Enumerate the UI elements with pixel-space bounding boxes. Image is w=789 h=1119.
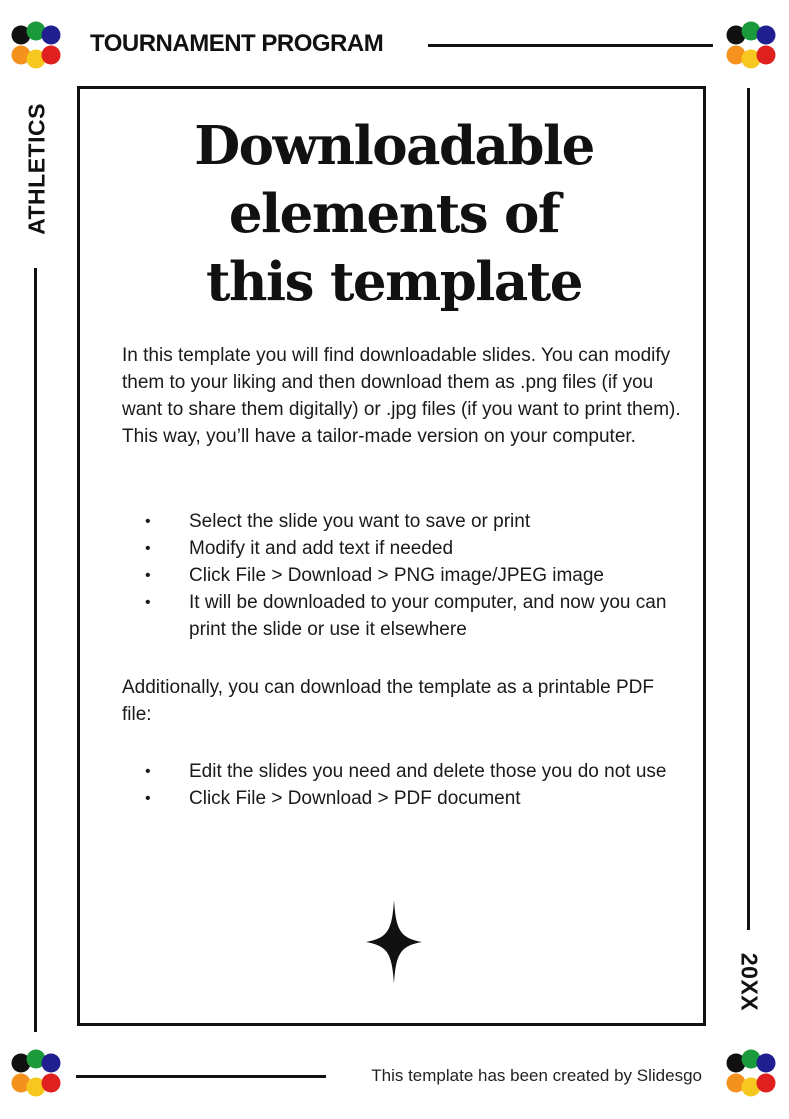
ring-dot xyxy=(42,46,61,65)
bullet-icon: • xyxy=(145,540,151,557)
side-label-left xyxy=(22,96,52,242)
side-label-athletics: ATHLETICS xyxy=(23,103,50,235)
intro-paragraph: In this template you will find downloadable slides. You can modify them to your liking and then download them as .png files (if you want to share them digitally) or .jpg files (if you want to print them). This way, you’ll have a tailor-made version on your computer. xyxy=(122,345,681,447)
steps-list xyxy=(122,508,682,643)
footer-divider xyxy=(76,1075,326,1078)
footer-credit: This template has been created by Slidesgo xyxy=(371,1066,702,1085)
list-item xyxy=(122,589,682,643)
list-item xyxy=(122,508,682,535)
side-label-year: 20XX xyxy=(736,952,763,1012)
list-item xyxy=(122,535,682,562)
pdf-steps-list xyxy=(122,758,682,812)
ring-dot xyxy=(42,1054,61,1073)
four-point-star-icon xyxy=(366,900,422,984)
left-divider xyxy=(34,268,37,1032)
olympic-rings-icon xyxy=(725,20,777,72)
list-item xyxy=(122,785,682,812)
ring-dot xyxy=(42,1074,61,1093)
list-item xyxy=(122,562,682,589)
list-item xyxy=(122,758,682,785)
bullet-icon: • xyxy=(145,790,151,807)
ring-dot xyxy=(42,26,61,45)
additional-paragraph: Additionally, you can download the template as a printable PDF file: xyxy=(122,677,654,725)
list-item-text: Click File > Download > PDF document xyxy=(189,788,521,809)
olympic-rings-icon xyxy=(10,1048,62,1100)
list-item-text: It will be downloaded to your computer, and now you can print the slide or use it elsewhere xyxy=(189,592,667,640)
list-item-text: Select the slide you want to save or print xyxy=(189,511,531,532)
list-item-text: Modify it and add text if needed xyxy=(189,538,454,559)
ring-dot xyxy=(757,1054,776,1073)
olympic-rings-icon xyxy=(10,20,62,72)
ring-dot xyxy=(757,1074,776,1093)
bullet-icon: • xyxy=(145,513,151,530)
right-divider xyxy=(747,88,750,930)
list-item-text: Edit the slides you need and delete those you do not use xyxy=(189,761,667,782)
title-line: Downloadable xyxy=(194,115,594,177)
bullet-icon: • xyxy=(145,594,151,611)
side-label-right xyxy=(734,944,764,1020)
bullet-icon: • xyxy=(145,763,151,780)
bullet-icon: • xyxy=(145,567,151,584)
ring-dot xyxy=(757,26,776,45)
header-title: TOURNAMENT PROGRAM xyxy=(90,30,384,57)
title-line: this template xyxy=(206,251,582,313)
page-title xyxy=(120,112,668,316)
title-line: elements of xyxy=(228,183,560,245)
olympic-rings-icon xyxy=(725,1048,777,1100)
ring-dot xyxy=(757,46,776,65)
header-divider xyxy=(428,44,713,47)
list-item-text: Click File > Download > PNG image/JPEG image xyxy=(189,565,604,586)
